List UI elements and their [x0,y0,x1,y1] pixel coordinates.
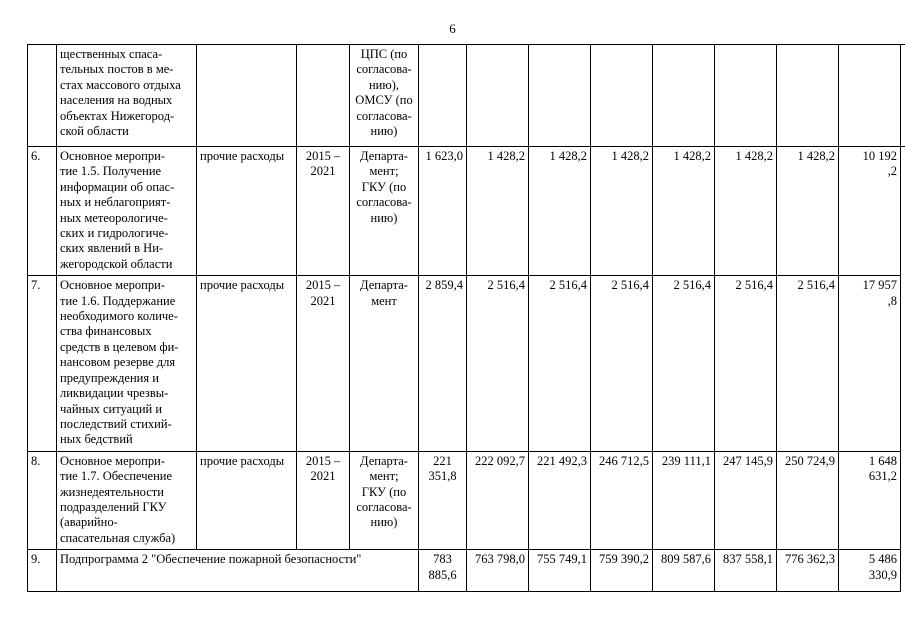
value-cell [653,45,715,147]
value-cell: 221 351,8 [419,451,467,549]
value-cell: 1 623,0 [419,147,467,276]
value-cell [529,45,591,147]
executor: ЦПС (по согласова- нию), ОМСУ (по согласова- нию) [350,45,419,147]
executor: Департа- мент; ГКУ (по согласова- нию) [350,147,419,276]
value-cell: 809 587,6 [653,550,715,592]
total-cell: 1 648 631,2 [839,451,901,549]
value-cell: 2 516,4 [777,276,839,451]
executor: Департа- мент; ГКУ (по согласова- нию) [350,451,419,549]
value-cell: 2 516,4 [529,276,591,451]
executor: Департа- мент [350,276,419,451]
total-cell [901,45,905,147]
value-cell: 2 516,4 [653,276,715,451]
table-row [28,276,905,451]
value-cell [467,45,529,147]
row-number: 6. [28,147,57,276]
value-cell: 759 390,2 [591,550,653,592]
total-cell: 10 192 ,2 [839,147,901,276]
table-row [28,45,905,147]
term: 2015 – 2021 [297,451,350,549]
expense-type: прочие расходы [197,276,297,451]
value-cell: 776 362,3 [777,550,839,592]
subprogram-title: Подпрограмма 2 "Обеспечение пожарной безопасности" [57,550,419,592]
value-cell: 1 428,2 [467,147,529,276]
total-cell: 17 957 ,8 [839,276,901,451]
value-cell [777,45,839,147]
expense-type: прочие расходы [197,451,297,549]
value-cell: 1 428,2 [591,147,653,276]
value-cell: 1 428,2 [715,147,777,276]
measure-name: щественных спаса- тельных постов в ме- стах массового отдыха населения на водных объектах Нижегород- ской области [57,45,197,147]
expense-type [197,45,297,147]
row-number: 7. [28,276,57,451]
table-row [28,451,905,549]
value-cell: 2 516,4 [591,276,653,451]
row-number [28,45,57,147]
value-cell: 783 885,6 [419,550,467,592]
row-number: 9. [28,550,57,592]
term [297,45,350,147]
value-cell: 1 428,2 [653,147,715,276]
value-cell: 837 558,1 [715,550,777,592]
expense-type: прочие расходы [197,147,297,276]
value-cell [591,45,653,147]
value-cell: 247 145,9 [715,451,777,549]
value-cell: 250 724,9 [777,451,839,549]
value-cell: 1 428,2 [529,147,591,276]
measure-name: Основное меропри- тие 1.6. Поддержание необходимого количе- ства финансовых средств в целевом фи- нансовом резерве для предупреждения и ликвидации чрезвы- чайных ситуаций и последствий стихий- ных бедствий [57,276,197,451]
row-number: 8. [28,451,57,549]
value-cell: 763 798,0 [467,550,529,592]
value-cell [839,45,901,147]
value-cell: 2 516,4 [715,276,777,451]
table-row [28,147,905,276]
program-measures-table [27,44,905,592]
measure-name: Основное меропри- тие 1.5. Получение информации об опас- ных и неблагоприят- ных метеорологиче- ских и гидрологиче- ских явлений в Ни- жегородской области [57,147,197,276]
value-cell [419,45,467,147]
value-cell: 1 428,2 [777,147,839,276]
value-cell [715,45,777,147]
term: 2015 – 2021 [297,276,350,451]
value-cell: 246 712,5 [591,451,653,549]
total-cell: 5 486 330,9 [839,550,901,592]
value-cell: 755 749,1 [529,550,591,592]
value-cell: 2 516,4 [467,276,529,451]
table-row [28,550,905,592]
page-number: 6 [449,21,456,36]
measure-name: Основное меропри- тие 1.7. Обеспечение жизнедеятельности подразделений ГКУ (аварийно- спасательная служба) [57,451,197,549]
value-cell: 2 859,4 [419,276,467,451]
value-cell: 222 092,7 [467,451,529,549]
value-cell: 239 111,1 [653,451,715,549]
value-cell: 221 492,3 [529,451,591,549]
term: 2015 – 2021 [297,147,350,276]
